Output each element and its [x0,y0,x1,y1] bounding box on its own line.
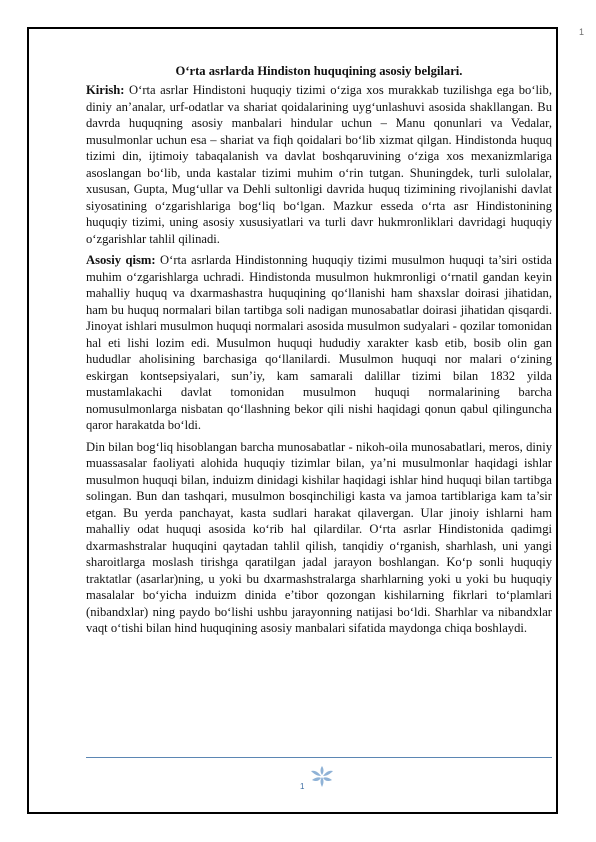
main-lead: Asosiy qism: [86,253,156,267]
intro-lead: Kirish: [86,83,125,97]
intro-paragraph [86,82,552,247]
main-paragraph [86,252,552,434]
top-page-number: 1 [578,27,584,37]
intro-text: O‘rta asrlar Hindistoni huquqiy tizimi o‘ziga xos murakkab tuzilishga ega bo‘lib, diniy an’analar, urf-odatlar va shariat qoidalarining uyg‘unlashuvi asosida shakllangan. Bu davrda huquqning asosiy manbalari hindular uchun – Manu qonunlari va Vedalar, musulmonlar uchun esa – shariat va fiqh qoidalari bo‘lib xizmat qilgan. Hindistonda huquq tizimi din, ijtimoiy tabaqalanish va davlat boshqaruvining o‘ziga xos mexanizmlariga asoslangan bo‘lib, unda kastalar tizimi muhim o‘rin tutgan. Shuningdek, turli sulolalar, xususan, Gupta, Mug‘ullar va Dehli sultonligi davrida huquq tizimining rivojlanishi davlat siyosatining o‘zgarishlariga bog‘liq bo‘lgan. Mazkur esseda o‘rta asr Hindistonining huquqiy tizimi, uning asosiy xususiyatlari va turli davr hukmronliklari davridagi huquqiy o‘zgarishlar tahlil qilinadi. [86,83,552,246]
document-title: O‘rta asrlarda Hindiston huquqining asosiy belgilari. [175,64,463,78]
fleuron-ornament-icon [307,762,337,792]
religion-paragraph [86,439,552,637]
main-text: O‘rta asrlarda Hindistonning huquqiy tizimi musulmon huquqi ta’siri ostida muhim o‘zgarishlarga uchradi. Hindistonda musulmon hukmronligi o‘rnatil gandan keyin mahalliy huquq va dxarmashastra huquqining qo‘llanishi ham shaxslar doirasi jihatidan, ham bu huquq normalari bilan tartibga soli nadigan munosabatlar doirasi jihatidan qisqardi. Jinoyat ishlari musulmon huquqi normalari asosida musulmon sudyalari - qozilar tomonidan hal eti lishi lozim edi. Musulmon huquqi hududiy xarakter kasb etib, bosib olin gan hududlar aholisining barchasiga qo‘llanilardi. Musulmon huquqi nor malari o‘zining eskirgan kontsepsiyalari, sun’iy, kam samarali dalillar tizimi bilan 1832 yilda mustamlakachi davlat tomonidan musulmon huquqi normalarining barcha nomusulmonlarga nisbatan qo‘llashning bekor qili nishi haqidagi qonun qabul qilinguncha qaror harakatda bo‘ldi. [86,253,552,432]
footer-divider [86,757,552,758]
document-body [86,63,552,642]
footer-page-number: 1 [300,782,305,791]
religion-text: Din bilan bog‘liq hisoblangan barcha munosabatlar - nikoh-oila munosabatlari, meros, diniy muassasalar faoliyati alohida huquqiy tizimlar bilan, ya’ni musulmonlar haqidagi ishlar musulmon huquqi bilan, induizm dinidagi kishilar haqidagi ishlar hind huquqi bilan tartibga solingan. Bun dan tashqari, musulmon bosqinchiligi kasta va jamoa tartiblariga kam ta’sir etgan. Bu yerda panchayat, kasta sudlari harakat qilavergan. Ular jinoiy ishlarni ham mahalliy odat huquqi asosida ko‘rib hal qilardilar. O‘rta asrlar Hindistonida qadimgi dxarmashstralar huquqini qaytadan tahlil qilish, tanqidiy o‘rganish, sharhlash, uni yangi sharoitlarga moslash tirishga qaratilgan jadal jarayon boshlangan. Ko‘p sonli huquqiy traktatlar (asarlar)ning, u yoki bu dxarmashstralarga sharhlarning yoki u yoki bu huquqiy masalalar bo‘yicha induizm dinida e’tibor qozongan kishilarning fikrlari to‘plamlari (nibandxlar) ning paydo bo‘lishi ushbu jarayonning natijasi bo‘ldi. Sharhlar va nibandxlar vaqt o‘tishi bilan hind huquqining asosiy manbalari sifatida maydonga chiqa boshlaydi. [86,439,552,635]
